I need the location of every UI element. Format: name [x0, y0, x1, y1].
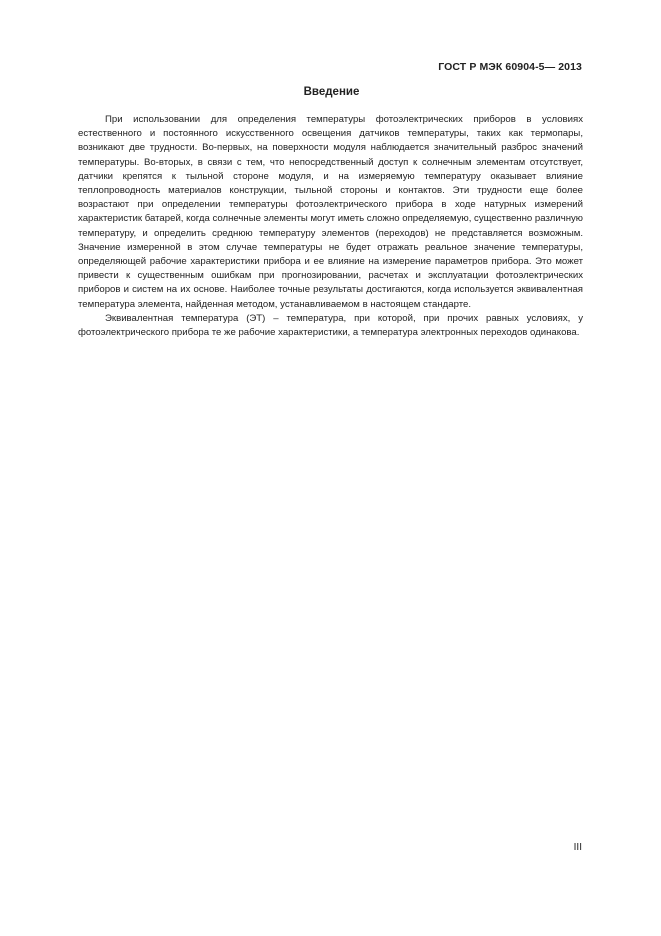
page-number: III: [573, 842, 582, 853]
paragraph-equivalent-temperature: Эквивалентная температура (ЭТ) – температура, при которой, при прочих равных условиях, у фотоэлектрического прибора те же рабочие характеристики, а температура электронных переходов одинакова.: [78, 312, 583, 339]
document-id-header: ГОСТ Р МЭК 60904-5— 2013: [438, 61, 582, 73]
paragraph-temperature-sensors: При использовании для определения температуры фотоэлектрических приборов в условиях естественного и постоянного искусственного освещения датчиков температуры, таких как термопары, возникают две трудности. Во-первых, на поверхности модуля наблюдается значительный разброс значений температуры. Во-вторых, в связи с тем, что непосредственный доступ к солнечным элементам отсутствует, датчики крепятся к тыльной стороне модуля, и на измеряемую температуру оказывает влияние теплопроводность материалов конструкции, тыльной стороны и контактов. Эти трудности еще более возрастают при определении температуры фотоэлектрического прибора в ходе натурных измерений характеристик батарей, когда солнечные элементы могут иметь сложно определяемую, существенно различную температуру, и определить среднюю температуру элементов (переходов) не представляется возможным. Значение измеренной в этом случае температуры не будет отражать реальное значение температуры, определяющей рабочие характеристики прибора и ее влияние на измерение параметров прибора. Это может привести к существенным ошибкам при прогнозировании, расчетах и эксплуатации фотоэлектрических приборов и систем на их основе. Наиболее точные результаты достигаются, когда используется эквивалентная температура элемента, найденная методом, устанавливаемом в настоящем стандарте.: [78, 114, 583, 310]
section-title: Введение: [303, 86, 360, 98]
introduction-body: [78, 113, 583, 340]
